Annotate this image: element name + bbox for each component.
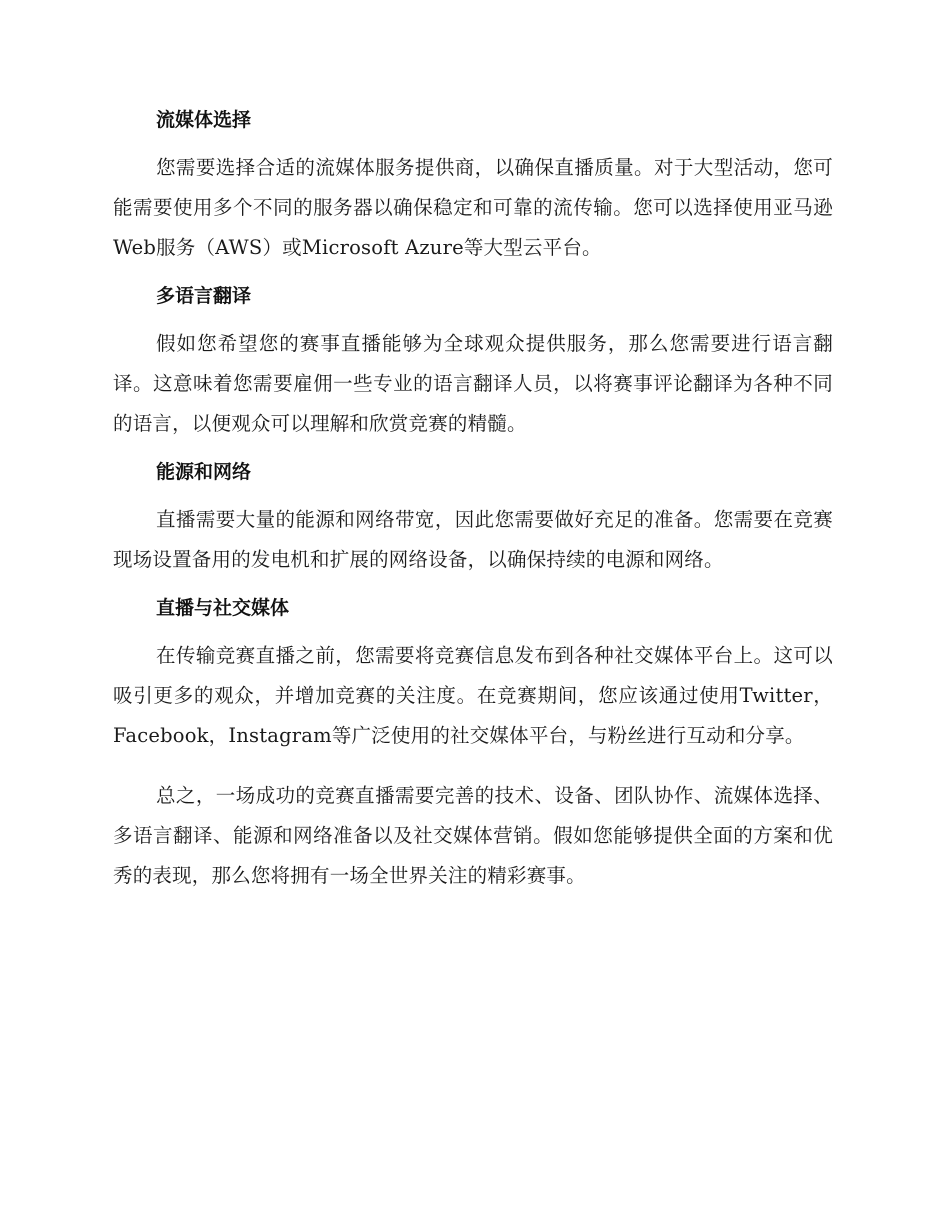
section-energy-network — [113, 458, 833, 580]
section-translation — [113, 282, 833, 444]
section-paragraph: 直播需要大量的能源和网络带宽，因此您需要做好充足的准备。您需要在竞赛现场设置备用的发电机和扩展的网络设备，以确保持续的电源和网络。 — [113, 508, 833, 571]
section-heading: 直播与社交媒体 — [156, 597, 290, 619]
conclusion-paragraph: 总之，一场成功的竞赛直播需要完善的技术、设备、团队协作、流媒体选择、多语言翻译、能源和网络准备以及社交媒体营销。假如您能够提供全面的方案和优秀的表现，那么您将拥有一场全世界关注的精彩赛事。 — [113, 784, 833, 887]
section-heading: 多语言翻译 — [156, 285, 252, 307]
section-paragraph: 您需要选择合适的流媒体服务提供商，以确保直播质量。对于大型活动，您可能需要使用多个不同的服务器以确保稳定和可靠的流传输。您可以选择使用亚马逊Web服务（AWS）或Microsoft Azure等大型云平台。 — [113, 156, 833, 259]
section-streaming — [113, 106, 833, 268]
section-paragraph: 假如您希望您的赛事直播能够为全球观众提供服务，那么您需要进行语言翻译。这意味着您需要雇佣一些专业的语言翻译人员，以将赛事评论翻译为各种不同的语言，以便观众可以理解和欣赏竞赛的精髓。 — [113, 332, 833, 435]
section-heading: 流媒体选择 — [156, 109, 252, 131]
section-heading: 能源和网络 — [156, 461, 252, 483]
document-page — [113, 106, 833, 908]
section-paragraph: 在传输竞赛直播之前，您需要将竞赛信息发布到各种社交媒体平台上。这可以吸引更多的观众，并增加竞赛的关注度。在竞赛期间，您应该通过使用Twitter，Facebook，Instagram等广泛使用的社交媒体平台，与粉丝进行互动和分享。 — [113, 644, 833, 747]
section-social-media — [113, 594, 833, 756]
